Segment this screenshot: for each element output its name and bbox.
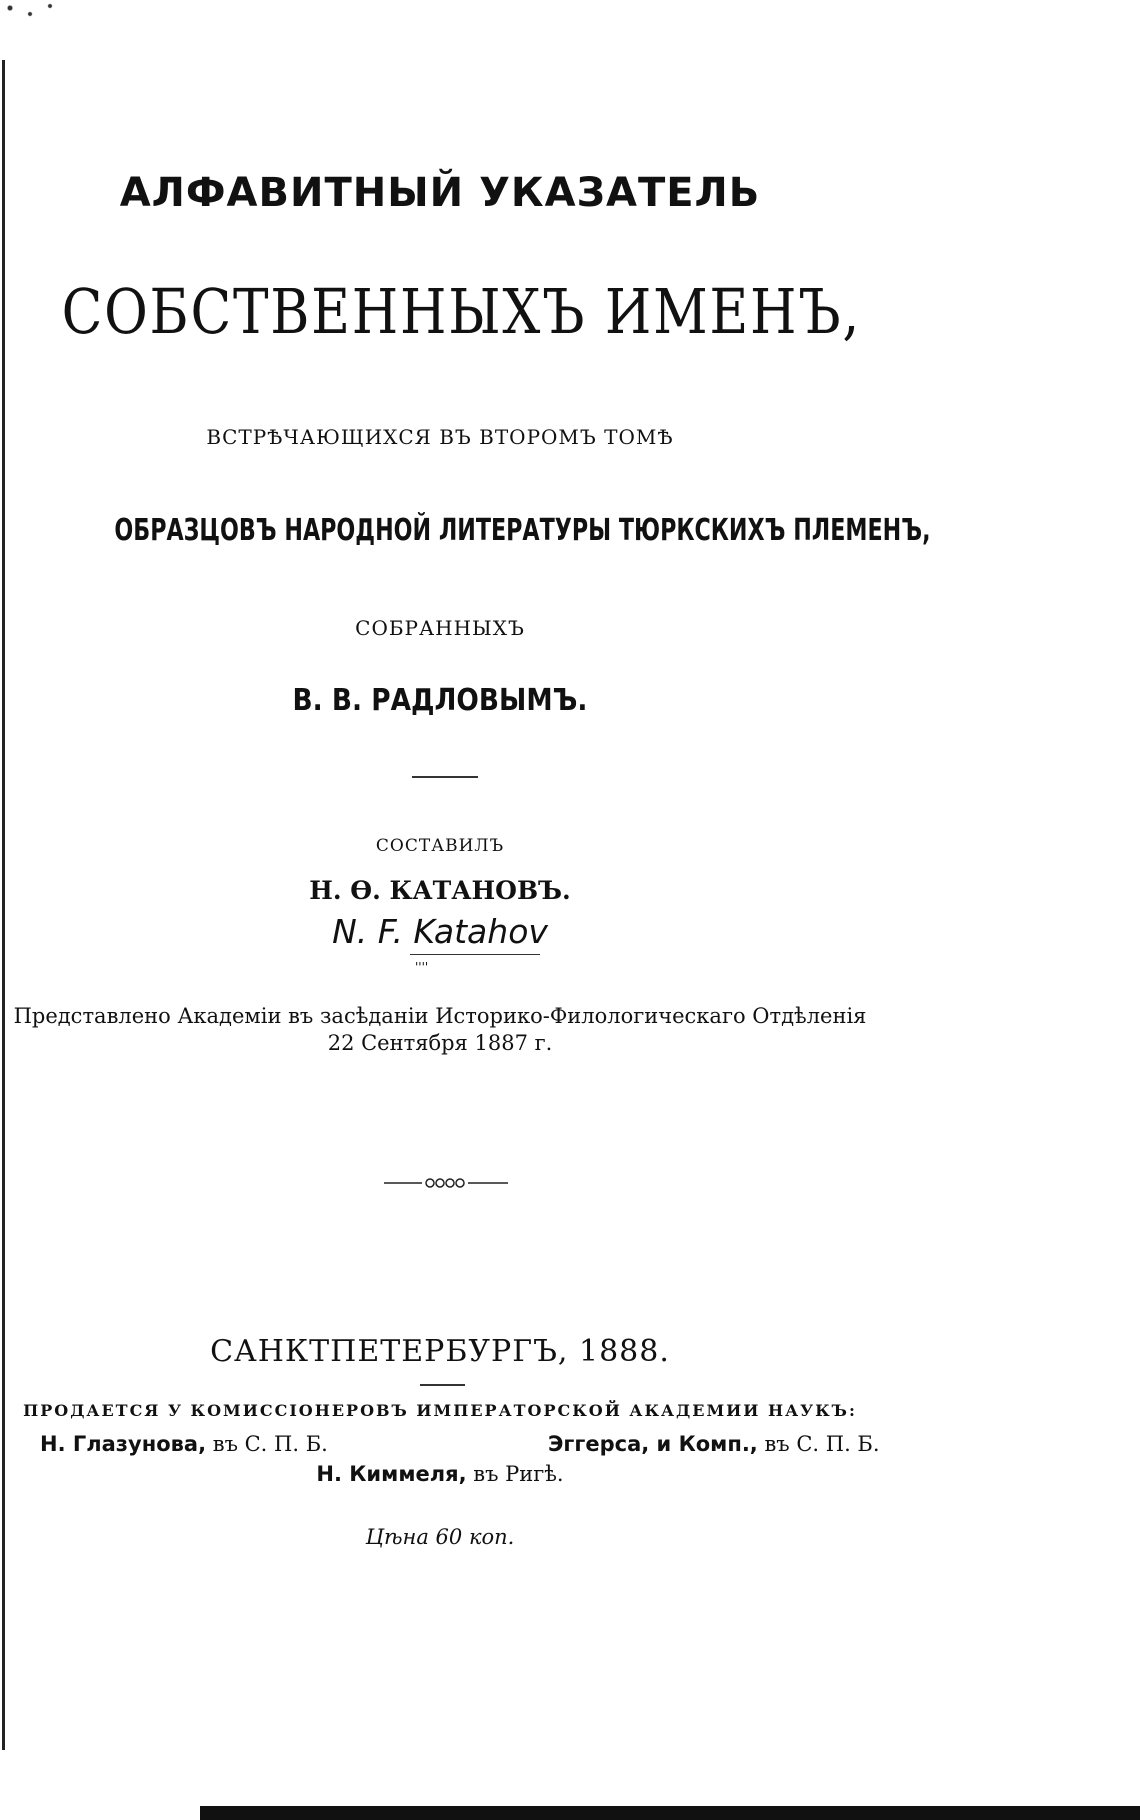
collected-by-label: СОБРАННЫХЪ <box>355 616 525 640</box>
divider-rule <box>412 776 478 778</box>
sold-by-line: ПРОДАЕТСЯ У КОМИССІОНЕРОВЪ ИМПЕРАТОРСКОЙ АКАДЕМИИ НАУКЪ: <box>23 1401 857 1420</box>
header-line: АЛФАВИТНЫЙ УКАЗАТЕЛЬ <box>119 170 761 216</box>
subtitle-line-2: ОБРАЗЦОВЪ НАРОДНОЙ ЛИТЕРАТУРЫ ТЮРКСКИХЪ ПЛЕМЕНЪ, <box>114 513 931 548</box>
scan-speckles <box>0 0 60 40</box>
scan-left-edge <box>2 60 5 1750</box>
compiler-name: Н. Ѳ. КАТАНОВЪ. <box>309 876 571 905</box>
seller-eggers <box>548 1432 880 1456</box>
seller-kimmel <box>0 1462 880 1486</box>
handwritten-underline <box>410 954 540 955</box>
main-title: СОБСТВЕННЫХЪ ИМЕНЪ, <box>61 275 861 348</box>
seller-glazunov <box>40 1432 328 1456</box>
seller-place: въ Ригѣ. <box>473 1462 564 1486</box>
seller-name: Н. Глазунова, <box>40 1432 207 1456</box>
seller-name: Н. Киммеля, <box>316 1462 467 1486</box>
scan-bottom-edge <box>200 1806 1140 1820</box>
subtitle-line-1: ВСТРѢЧАЮЩИХСЯ ВЪ ВТОРОМЪ ТОМѢ <box>206 425 674 449</box>
short-rule <box>420 1384 465 1386</box>
presentation-line-1: Представлено Академіи въ засѣданіи Историко-Филологическаго Отдѣленія <box>13 1004 867 1028</box>
city-year: САНКТПЕТЕРБУРГЪ, 1888. <box>210 1334 670 1369</box>
seller-place: въ С. П. Б. <box>764 1432 880 1456</box>
seller-place: въ С. П. Б. <box>212 1432 328 1456</box>
seller-name: Эггерса, и Комп., <box>548 1432 758 1456</box>
ornament-divider <box>384 1176 508 1190</box>
collector-name: В. В. РАДЛОВЫМЪ. <box>292 683 588 718</box>
presentation-line-2: 22 Сентября 1887 г. <box>327 1031 553 1055</box>
handwritten-ticks: '''' <box>415 960 429 974</box>
handwritten-note: N. F. Katahov <box>332 912 548 951</box>
price: Цѣна 60 коп. <box>365 1525 515 1549</box>
compiled-label: СОСТАВИЛЪ <box>375 836 505 856</box>
